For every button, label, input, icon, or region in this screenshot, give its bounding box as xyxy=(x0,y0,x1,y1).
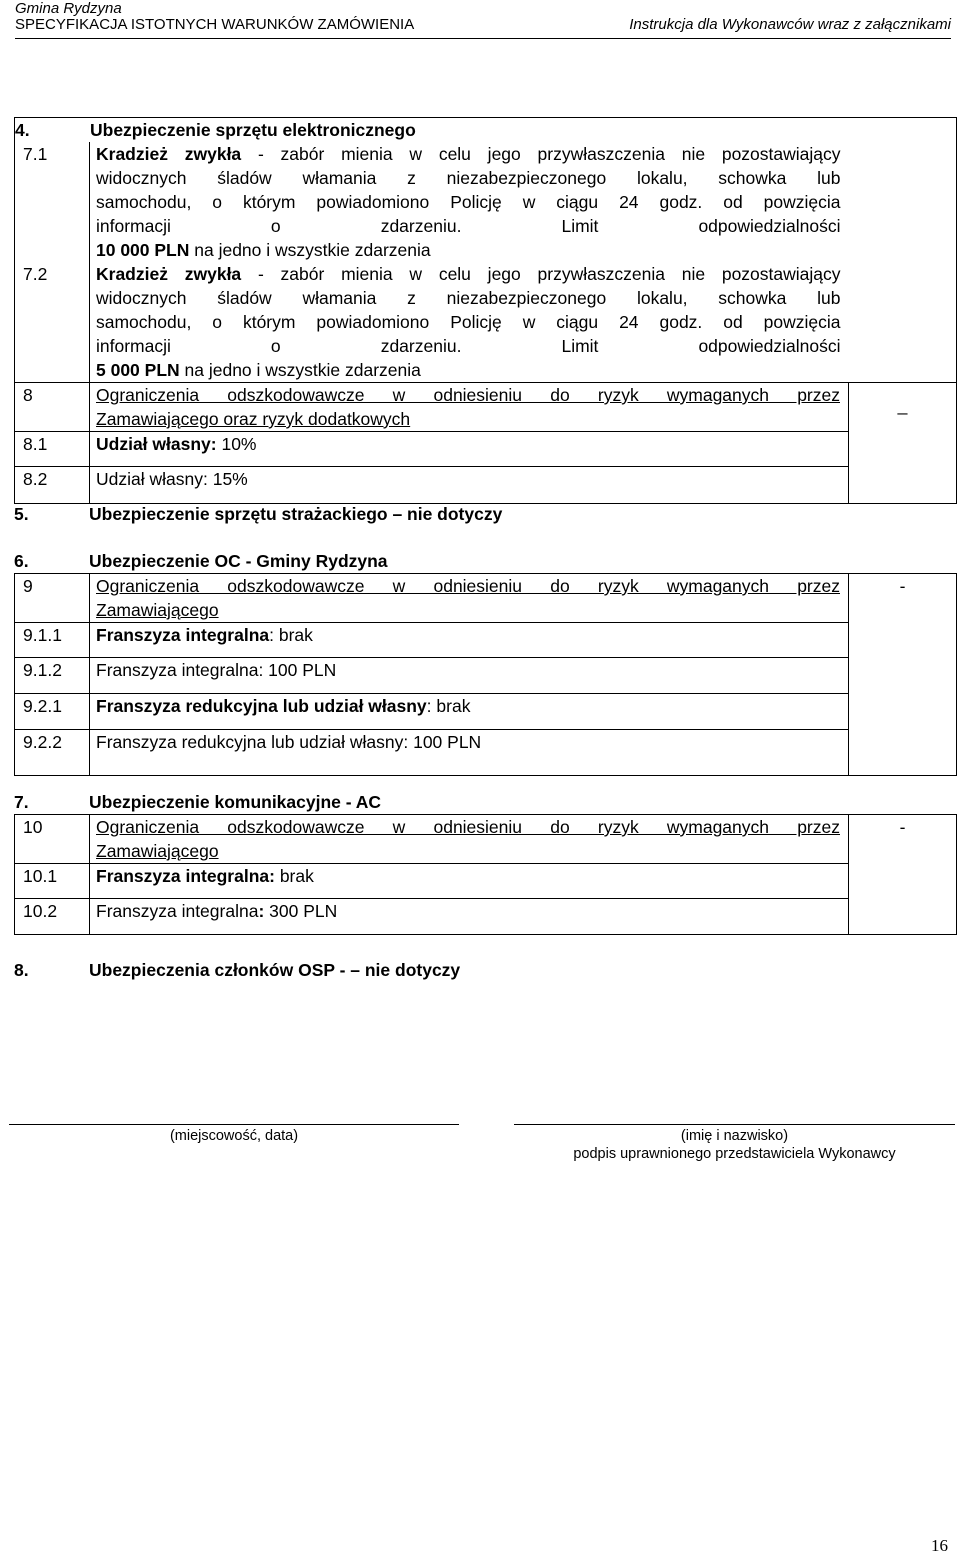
page-number: 16 xyxy=(931,1536,948,1555)
row-number: 10.1 xyxy=(15,864,90,899)
header-instruction: Instrukcja dla Wykonawców wraz z załącznikami xyxy=(629,16,951,33)
row-number: 7.2 xyxy=(15,262,90,383)
signature-line-left xyxy=(9,1124,459,1125)
header-spec-title: SPECYFIKACJA ISTOTNYCH WARUNKÓW ZAMÓWIENIA xyxy=(15,16,415,33)
row-text: Franszyza redukcyjna lub udział własny: 100 PLN xyxy=(90,730,849,776)
table-row xyxy=(15,467,957,504)
table-row xyxy=(15,142,957,262)
row-number: 9 xyxy=(15,574,90,623)
section-4 xyxy=(14,117,956,504)
row-text: Franszyza integralna: 100 PLN xyxy=(90,658,849,694)
section-4-table xyxy=(14,117,957,504)
row-text: Franszyza integralna: 300 PLN xyxy=(90,899,849,935)
table-row xyxy=(15,623,957,658)
row-text: Franszyza integralna: brak xyxy=(90,864,849,899)
row-text: Ograniczenia odszkodowawcze w odniesieniu do ryzyk wymaganych przez Zamawiającego oraz ryzyk dodatkowych xyxy=(90,383,849,432)
row-text: Kradzież zwykła - zabór mienia w celu jego przywłaszczenia nie pozostawiający widocznych śladów włamania z niezabezpieczonego lokalu, schowka lub samochodu, o którym powiadomiono Policję w ciągu 24 godz. od powzięcia informacji o zdarzeniu. Limit odpowiedzialności 5 000 PLN na jedno i wszystkie zdarzenia xyxy=(90,262,849,383)
row-number: 10.2 xyxy=(15,899,90,935)
section-6 xyxy=(14,573,956,776)
signature-name: (imię i nazwisko) xyxy=(680,1128,789,1144)
section-5-heading: 5. Ubezpieczenie sprzętu strażackiego – nie dotyczy xyxy=(14,504,503,524)
row-number: 8.1 xyxy=(15,432,90,467)
signature-line-right xyxy=(514,1124,955,1125)
row-value: - xyxy=(849,815,957,935)
page-header xyxy=(15,0,951,39)
section-title: Ubezpieczenie sprzętu elektronicznego xyxy=(90,120,416,140)
row-number: 9.2.2 xyxy=(15,730,90,776)
row-value: _ xyxy=(849,383,957,504)
row-number: 10 xyxy=(15,815,90,864)
row-value: - xyxy=(849,574,957,776)
table-row xyxy=(15,864,957,899)
row-number: 8 xyxy=(15,383,90,432)
signature-place-date: (miejscowość, data) xyxy=(169,1128,299,1144)
section-4-heading-row xyxy=(15,118,957,143)
table-row xyxy=(15,383,957,432)
row-text: Franszyza redukcyjna lub udział własny: brak xyxy=(90,694,849,730)
row-text: Ograniczenia odszkodowawcze w odniesieniu do ryzyk wymaganych przez Zamawiającego xyxy=(90,574,849,623)
table-row xyxy=(15,574,957,623)
table-row xyxy=(15,694,957,730)
row-text: Udział własny: 10% xyxy=(90,432,849,467)
row-text: Kradzież zwykła - zabór mienia w celu jego przywłaszczenia nie pozostawiający widocznych śladów włamania z niezabezpieczonego lokalu, schowka lub samochodu, o którym powiadomiono Policję w ciągu 24 godz. od powzięcia informacji o zdarzeniu. Limit odpowiedzialności 10 000 PLN na jedno i wszystkie zdarzenia xyxy=(90,142,849,262)
row-text: Ograniczenia odszkodowawcze w odniesieniu do ryzyk wymaganych przez Zamawiającego xyxy=(90,815,849,864)
section-7 xyxy=(14,814,956,935)
table-row xyxy=(15,815,957,864)
row-text: Franszyza integralna: brak xyxy=(90,623,849,658)
signature-representative: podpis uprawnionego przedstawiciela Wykonawcy xyxy=(573,1146,896,1162)
row-number: 8.2 xyxy=(15,467,90,504)
row-number: 9.1.2 xyxy=(15,658,90,694)
table-row xyxy=(15,730,957,776)
section-7-table xyxy=(14,814,957,935)
section-6-table xyxy=(14,573,957,776)
section-8-heading: 8. Ubezpieczenia członków OSP - – nie dotyczy xyxy=(14,960,461,980)
section-number: 4. xyxy=(15,120,30,140)
row-number: 7.1 xyxy=(15,142,90,262)
header-town: Gmina Rydzyna xyxy=(15,0,122,17)
table-row xyxy=(15,262,957,383)
row-number: 9.1.1 xyxy=(15,623,90,658)
section-7-heading: 7. Ubezpieczenie komunikacyjne - AC xyxy=(14,792,382,812)
row-text: Udział własny: 15% xyxy=(90,467,849,504)
table-row xyxy=(15,658,957,694)
row-number: 9.2.1 xyxy=(15,694,90,730)
section-6-heading: 6. Ubezpieczenie OC - Gminy Rydzyna xyxy=(14,551,388,571)
table-row xyxy=(15,899,957,935)
table-row xyxy=(15,432,957,467)
